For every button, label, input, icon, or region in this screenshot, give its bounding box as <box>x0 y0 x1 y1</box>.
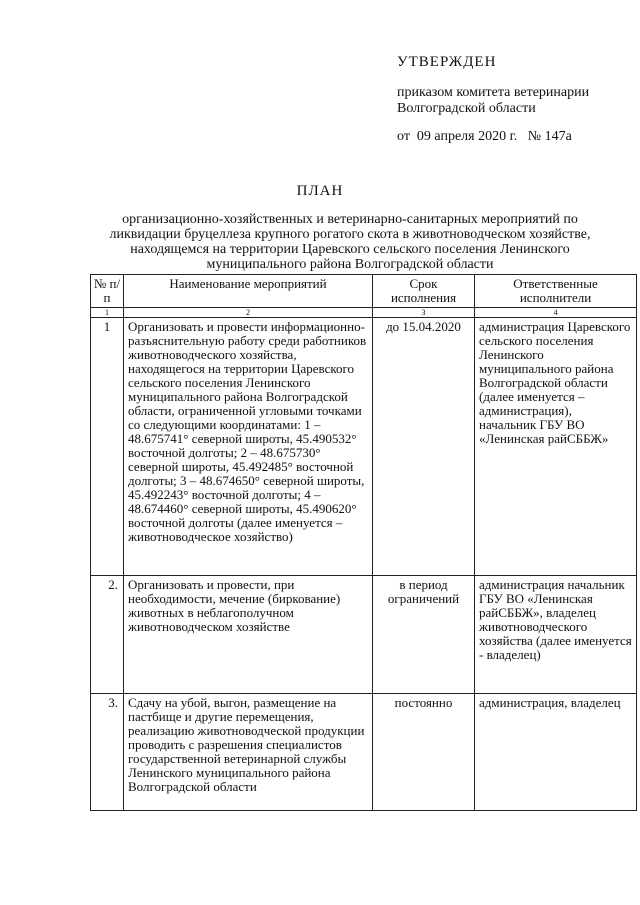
plan-title: ПЛАН <box>296 183 344 199</box>
approval-block <box>397 54 637 145</box>
approval-title: УТВЕРЖДЕН <box>397 54 497 70</box>
order-date-number: от 09 апреля 2020 г. № 147а <box>397 129 572 144</box>
table-row <box>91 694 637 811</box>
row-responsible: администрация начальник ГБУ ВО «Ленинская райСББЖ», владелец животноводческого хозяйства (далее именуется - владелец) <box>475 576 637 694</box>
approval-line-1: приказом комитета ветеринарии <box>397 85 590 100</box>
column-number: 2 <box>124 308 373 318</box>
row-deadline: до 15.04.2020 <box>373 318 475 576</box>
approval-line-2: Волгоградской области <box>397 101 536 116</box>
column-number: 4 <box>475 308 637 318</box>
header-activity: Наименование мероприятий <box>124 275 373 308</box>
column-number: 1 <box>91 308 124 318</box>
header-number: № п/п <box>91 275 124 308</box>
row-responsible: администрация Царевского сельского поселения Ленинского муниципального района Волгоградской области (далее именуется – администрация), начальник ГБУ ВО «Ленинская райСББЖ» <box>475 318 637 576</box>
plan-subtitle: организационно-хозяйственных и ветеринарно-санитарных мероприятий по ликвидации бруцеллеза крупного рогатого скота в животноводческом хозяйстве, находящемся на территории Царевского сельского поселения Ленинского муниципального района Волгоградской области <box>109 212 591 272</box>
row-number: 1 <box>91 318 124 576</box>
row-number: 2. <box>91 576 124 694</box>
row-activity: Организовать и провести информационно-разъяснительную работу среди работников животноводческого хозяйства, находящегося на территории Царевского сельского поселения Ленинского муниципального района Волгоградской области, ограниченной угловыми точками со следующими координатами: 1 – 48.675741° северной широты, 45.490532° восточной долготы; 2 – 48.675730° северной широты, 45.492485° восточной долготы; 3 – 48.674650° северной широты, 45.492243° восточной долготы; 4 – 48.674460° северной широты, 45.490620° восточной долготы (далее именуется – животноводческое хозяйство) <box>124 318 373 576</box>
header-deadline: Срок исполнения <box>373 275 475 308</box>
row-number: 3. <box>91 694 124 811</box>
header-responsible: Ответственные исполнители <box>475 275 637 308</box>
row-responsible: администрация, владелец <box>475 694 637 811</box>
row-activity: Организовать и провести, при необходимости, мечение (биркование) животных в неблагополучном животноводческом хозяйстве <box>124 576 373 694</box>
row-deadline: в период ограничений <box>373 576 475 694</box>
column-number-row <box>91 308 637 318</box>
table-header-row <box>91 275 637 308</box>
row-deadline: постоянно <box>373 694 475 811</box>
column-number: 3 <box>373 308 475 318</box>
table-row <box>91 318 637 576</box>
table-row <box>91 576 637 694</box>
row-activity: Сдачу на убой, выгон, размещение на пастбище и другие перемещения, реализацию животноводческой продукции проводить с разрешения специалистов государственной ветеринарной службы Ленинского муниципального района Волгоградской области <box>124 694 373 811</box>
measures-table <box>90 274 637 811</box>
